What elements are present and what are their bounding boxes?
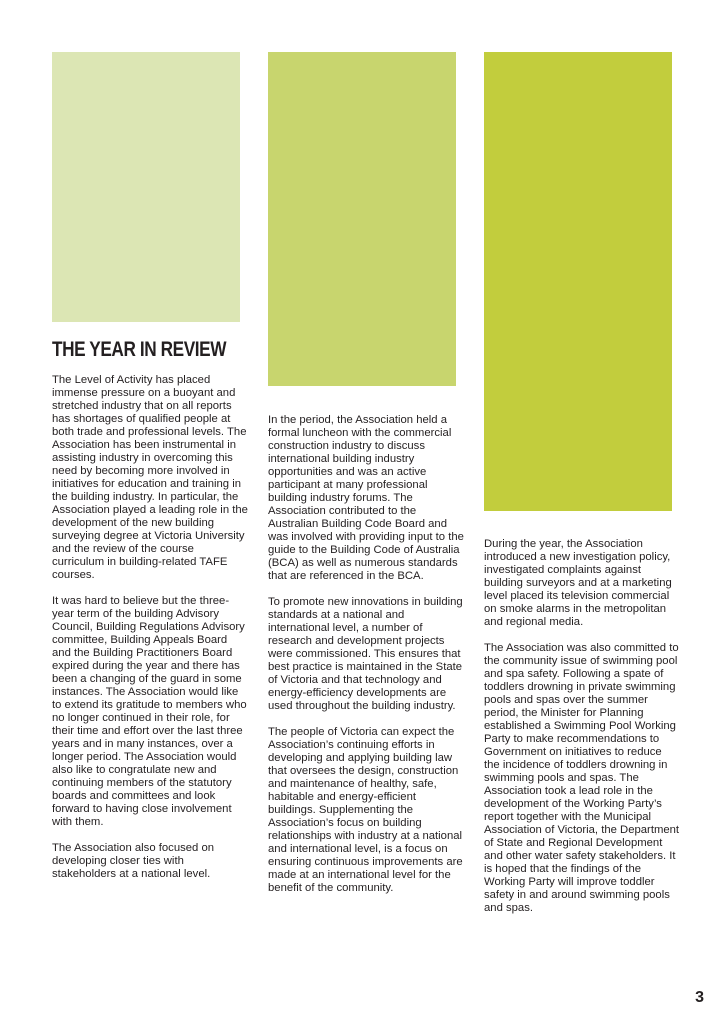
text-column-1 — [52, 374, 248, 894]
paragraph: The Level of Activity has placed immense pressure on a buoyant and stretched industry that on all reports has shortages of qualified people at both trade and professional levels. The Association has been instrumental in assisting industry in overcoming this need by becoming more involved in initiatives for education and training in the building industry. In particular, the Association played a leading role in the development of the new building surveying degree at Victoria University and the review of the course curriculum in building-related TAFE courses. — [52, 374, 248, 581]
color-block-medium — [268, 52, 456, 386]
text-column-2 — [268, 414, 464, 908]
paragraph: The people of Victoria can expect the Association’s continuing efforts in developing and applying building law that oversees the design, construction and maintenance of healthy, safe, habitable and energy-efficient buildings. Supplementing the Association’s focus on building relationships with industry at a national and international level, is a focus on ensuring continuous improvements are made at an international level for the benefit of the community. — [268, 726, 463, 894]
color-block-light — [52, 52, 240, 322]
color-block-dark — [484, 52, 672, 511]
text-column-3 — [484, 538, 680, 928]
section-heading: THE YEAR IN REVIEW — [52, 338, 227, 361]
paragraph: In the period, the Association held a formal luncheon with the commercial construction industry to discuss international building industry opportunities and was an active participant at many professional building industry forums. The Association contributed to the Australian Building Code Board and was involved with providing input to the guide to the Building Code of Australia (BCA) as well as numerous standards that are referenced in the BCA. — [268, 414, 464, 582]
paragraph: To promote new innovations in building standards at a national and international level, a number of research and development projects were commissioned. This ensures that best practice is maintained in the State of Victoria and that technology and energy-efficiency developments are used throughout the building industry. — [268, 596, 463, 712]
paragraph: During the year, the Association introduced a new investigation policy, investigated complaints against building surveyors and at a marketing level placed its television commercial on smoke alarms in the metropolitan and regional media. — [484, 538, 672, 628]
paragraph: The Association was also committed to the community issue of swimming pool and spa safety. Following a spate of toddlers drowning in private swimming pools and spas over the summer period, the Minister for Planning established a Swimming Pool Working Party to make recommendations to Government on initiatives to reduce the incidence of toddlers drowning in swimming pools and spas. The Association took a lead role in the development of the Working Party’s report together with the Municipal Association of Victoria, the Department of State and Regional Development and other water safety stakeholders. It is hoped that the findings of the Working Party will improve toddler safety in and around swimming pools and spas. — [484, 642, 680, 914]
page-number: 3 — [695, 989, 704, 1006]
paragraph: The Association also focused on developing closer ties with stakeholders at a national level. — [52, 842, 215, 880]
paragraph: It was hard to believe but the three-year term of the building Advisory Council, Building Regulations Advisory committee, Building Appeals Board and the Building Practitioners Board expired during the year and there has been a changing of the guard in some instances. The Association would like to extend its gratitude to members who no longer continued in their role, for their time and effort over the last three years and in many instances, over a longer period. The Association would also like to congratulate new and continuing members of the statutory boards and committees and look forward to having close involvement with them. — [52, 595, 247, 828]
